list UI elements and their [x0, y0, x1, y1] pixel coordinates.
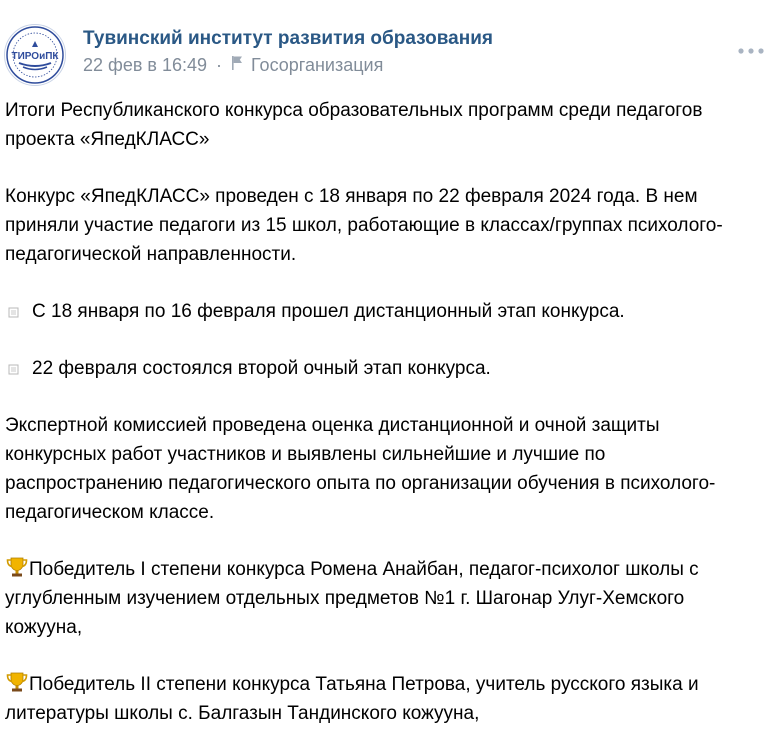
bullet-text: 22 февраля состоялся второй очный этап конкурса.	[32, 358, 491, 379]
winner-item	[5, 670, 765, 728]
institute-logo-icon	[5, 25, 65, 85]
trophy-icon	[5, 555, 29, 579]
bullet-item	[5, 297, 765, 326]
more-horizontal-icon[interactable]	[737, 44, 765, 58]
white-square-bullet-icon	[5, 359, 27, 379]
bullet-text: С 18 января по 16 февраля прошел дистанционный этап конкурса.	[32, 301, 625, 322]
post-paragraph: Конкурс «ЯпедКЛАСС» проведен с 18 января по 22 февраля 2024 года. В нем приняли участие педагоги из 15 школ, работающие в классах/группах психолого-педагогической направленности.	[5, 186, 723, 265]
post-paragraph: Экспертной комиссией проведена оценка дистанционной и очной защиты конкурсных работ участников и выявлены сильнейшие и лучшие по распространению педагогического опыта по организации обучения в психолого-педагогическом классе.	[5, 415, 716, 523]
winner-text: Победитель I степени конкурса Ромена Анайбан, педагог-психолог школы с углубленным изучением отдельных предметов №1 г. Шагонар Улуг-Хемского кожууна,	[5, 559, 699, 638]
flag-icon	[231, 55, 243, 76]
post-meta	[83, 55, 383, 76]
meta-separator: ·	[216, 55, 223, 75]
trophy-icon	[5, 670, 29, 694]
post-date[interactable]: 22 фев в 16:49	[83, 55, 208, 75]
white-square-bullet-icon	[5, 302, 27, 322]
winner-item	[5, 555, 765, 642]
avatar[interactable]	[4, 24, 66, 86]
author-name[interactable]: Тувинский институт развития образования	[83, 28, 493, 49]
post-header	[0, 0, 773, 90]
avatar-text: ТИРОиПК	[11, 51, 59, 62]
post-text	[5, 96, 765, 756]
post-paragraph: Итоги Республиканского конкурса образовательных программ среди педагогов проекта «ЯпедКЛАСС»	[5, 100, 703, 150]
winner-text: Победитель II степени конкурса Татьяна Петрова, учитель русского языка и литературы школы с. Балгазын Тандинского кожууна,	[5, 674, 699, 724]
post-category: Госорганизация	[251, 55, 384, 75]
bullet-item	[5, 354, 765, 383]
